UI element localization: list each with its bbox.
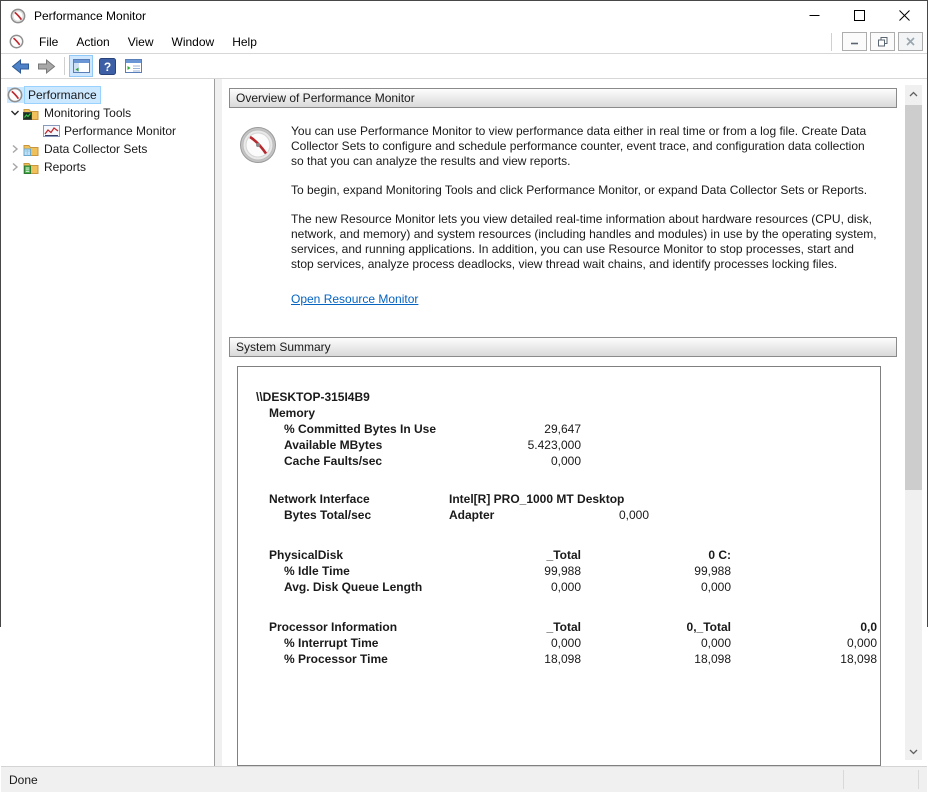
menu-file[interactable]: File: [39, 34, 59, 49]
line-chart-icon: [43, 125, 61, 137]
toolbar-separator: [64, 57, 65, 75]
console-tree-pane: [1, 79, 215, 766]
system-summary-table: [237, 366, 881, 766]
status-bar-divider: [918, 770, 919, 789]
counter-row: % Interrupt Time 0,000 0,000 0,000: [284, 636, 877, 650]
chevron-down-icon[interactable]: [7, 109, 23, 117]
counter-row: % Idle Time 99,988 99,988: [284, 564, 731, 578]
close-icon: [899, 10, 910, 21]
scroll-down-icon: [909, 749, 918, 755]
tree-item-reports[interactable]: [1, 158, 214, 176]
menu-window[interactable]: Window: [171, 34, 215, 49]
mdi-minimize-button[interactable]: [842, 32, 867, 51]
overview-paragraph-2: To begin, expand Monitoring Tools and click Performance Monitor, or expand Data Collector Sets or Reports.: [291, 183, 868, 197]
instance-column-header: _Total: [546, 548, 581, 562]
tree-item-performance[interactable]: [1, 86, 214, 104]
system-summary-header-label: System Summary: [236, 340, 331, 354]
window-title: Performance Monitor: [34, 8, 147, 23]
console-tree-icon: [73, 59, 90, 73]
chevron-right-icon[interactable]: [7, 162, 23, 172]
back-arrow-icon: [11, 59, 30, 74]
overview-body: [229, 108, 897, 328]
help-icon: [99, 58, 116, 75]
chevron-right-icon[interactable]: [7, 144, 23, 154]
perfmon-app-icon: [10, 8, 26, 24]
mdi-close-button[interactable]: [898, 32, 923, 51]
perfmon-menu-icon: [9, 34, 24, 49]
instance-column-header: _Total: [546, 620, 581, 634]
minimize-icon: [809, 10, 820, 21]
system-summary-header: [229, 337, 897, 357]
spacer: [256, 595, 880, 619]
overview-header-label: Overview of Performance Monitor: [236, 91, 415, 105]
group-name: Processor Information: [269, 620, 398, 634]
perfmon-logo-icon: [239, 126, 277, 328]
scroll-down-button[interactable]: [905, 743, 922, 760]
back-button[interactable]: [8, 55, 32, 77]
perfmon-icon: [7, 87, 25, 103]
title-bar: [1, 1, 927, 30]
forward-button[interactable]: [34, 55, 58, 77]
show-hide-action-pane-button[interactable]: [121, 55, 145, 77]
menu-view[interactable]: View: [127, 34, 154, 49]
spacer: [256, 523, 880, 547]
counter-row: Avg. Disk Queue Length 0,000 0,000: [284, 580, 731, 594]
status-bar-divider: [843, 770, 844, 789]
counter-row: Bytes Total/sec 0,000: [284, 508, 649, 522]
forward-arrow-icon: [37, 59, 56, 74]
tree-item-monitoring-tools[interactable]: [1, 104, 214, 122]
group-name: Network Interface: [269, 492, 370, 506]
instance-column-header: Intel[R] PRO_1000 MT Desktop Adapter: [449, 492, 625, 522]
overview-text: [291, 124, 879, 328]
spacer: [256, 469, 880, 491]
menu-action[interactable]: Action: [76, 34, 110, 49]
minimize-button[interactable]: [792, 1, 837, 30]
mdi-separator: [831, 33, 832, 51]
caption-buttons: [792, 1, 927, 30]
menu-help[interactable]: Help: [232, 34, 257, 49]
tree-item-data-collector-sets[interactable]: [1, 140, 214, 158]
tree-item-label: Performance: [25, 87, 100, 103]
svg-text:?: ?: [103, 59, 111, 74]
computer-name: \\DESKTOP-315I4B9: [256, 390, 370, 404]
instance-column-header: 0,0: [860, 620, 877, 634]
scrollbar-thumb[interactable]: [905, 105, 922, 490]
maximize-icon: [854, 10, 865, 21]
status-text: Done: [9, 772, 38, 787]
overview-paragraph-1: You can use Performance Monitor to view performance data either in real time or from a log file. Create Data Collector Sets to configure and schedule performance counter, event trace, and configuration data collection so that you can analyze the results and view reports.: [291, 124, 867, 168]
menu-bar: [1, 30, 927, 54]
counter-group-row: [256, 405, 880, 421]
help-button[interactable]: [95, 55, 119, 77]
tree-item-label: Monitoring Tools: [44, 106, 132, 120]
result-pane: [222, 79, 927, 766]
mdi-minimize-icon: [850, 37, 859, 46]
mdi-restore-button[interactable]: [870, 32, 895, 51]
scroll-up-icon: [909, 91, 918, 97]
counter-group-row: [256, 547, 880, 563]
counter-group-row: [256, 619, 880, 635]
instance-column-header: 0,_Total: [686, 620, 731, 634]
tree-item-performance-monitor[interactable]: [1, 122, 214, 140]
status-bar: [1, 766, 927, 792]
scroll-up-button[interactable]: [905, 85, 922, 102]
tree-item-label: Reports: [44, 160, 87, 174]
tree-item-label: Data Collector Sets: [44, 142, 148, 156]
folder-cube-icon: [23, 142, 41, 156]
folder-chart-icon: [23, 106, 41, 120]
toolbar: [1, 54, 927, 79]
mdi-restore-icon: [878, 37, 888, 47]
instance-column-header: 0 C:: [708, 548, 731, 562]
group-name: Memory: [269, 406, 316, 420]
counter-row: % Processor Time 18,098 18,098 18,098: [284, 652, 877, 666]
folder-report-icon: [23, 160, 41, 174]
overview-header: [229, 88, 897, 108]
close-button[interactable]: [882, 1, 927, 30]
vertical-scrollbar[interactable]: [905, 85, 922, 760]
counter-row: Available MBytes 5.423,000: [284, 438, 581, 452]
content-area: [1, 79, 927, 766]
open-resource-monitor-link[interactable]: Open Resource Monitor: [291, 292, 419, 306]
mdi-close-icon: [906, 37, 915, 46]
overview-paragraph-3: The new Resource Monitor lets you view detailed real-time information about hardware resources (CPU, disk, network, and memory) and system resources (including handles and modules) in use by the operating system, services, and running applications. In addition, you can use Resource Monitor to stop processes, start and stop services, analyze process deadlocks, view thread wait chains, and identify processes locking files.: [291, 212, 877, 271]
tree-item-label: Performance Monitor: [64, 124, 177, 138]
group-name: PhysicalDisk: [269, 548, 344, 562]
counter-row: % Committed Bytes In Use 29,647: [284, 422, 581, 436]
mdi-window-controls: [831, 32, 927, 51]
show-hide-console-tree-button[interactable]: [69, 55, 93, 77]
counter-row: Cache Faults/sec 0,000: [284, 454, 581, 468]
maximize-button[interactable]: [837, 1, 882, 30]
action-pane-icon: [125, 59, 142, 73]
